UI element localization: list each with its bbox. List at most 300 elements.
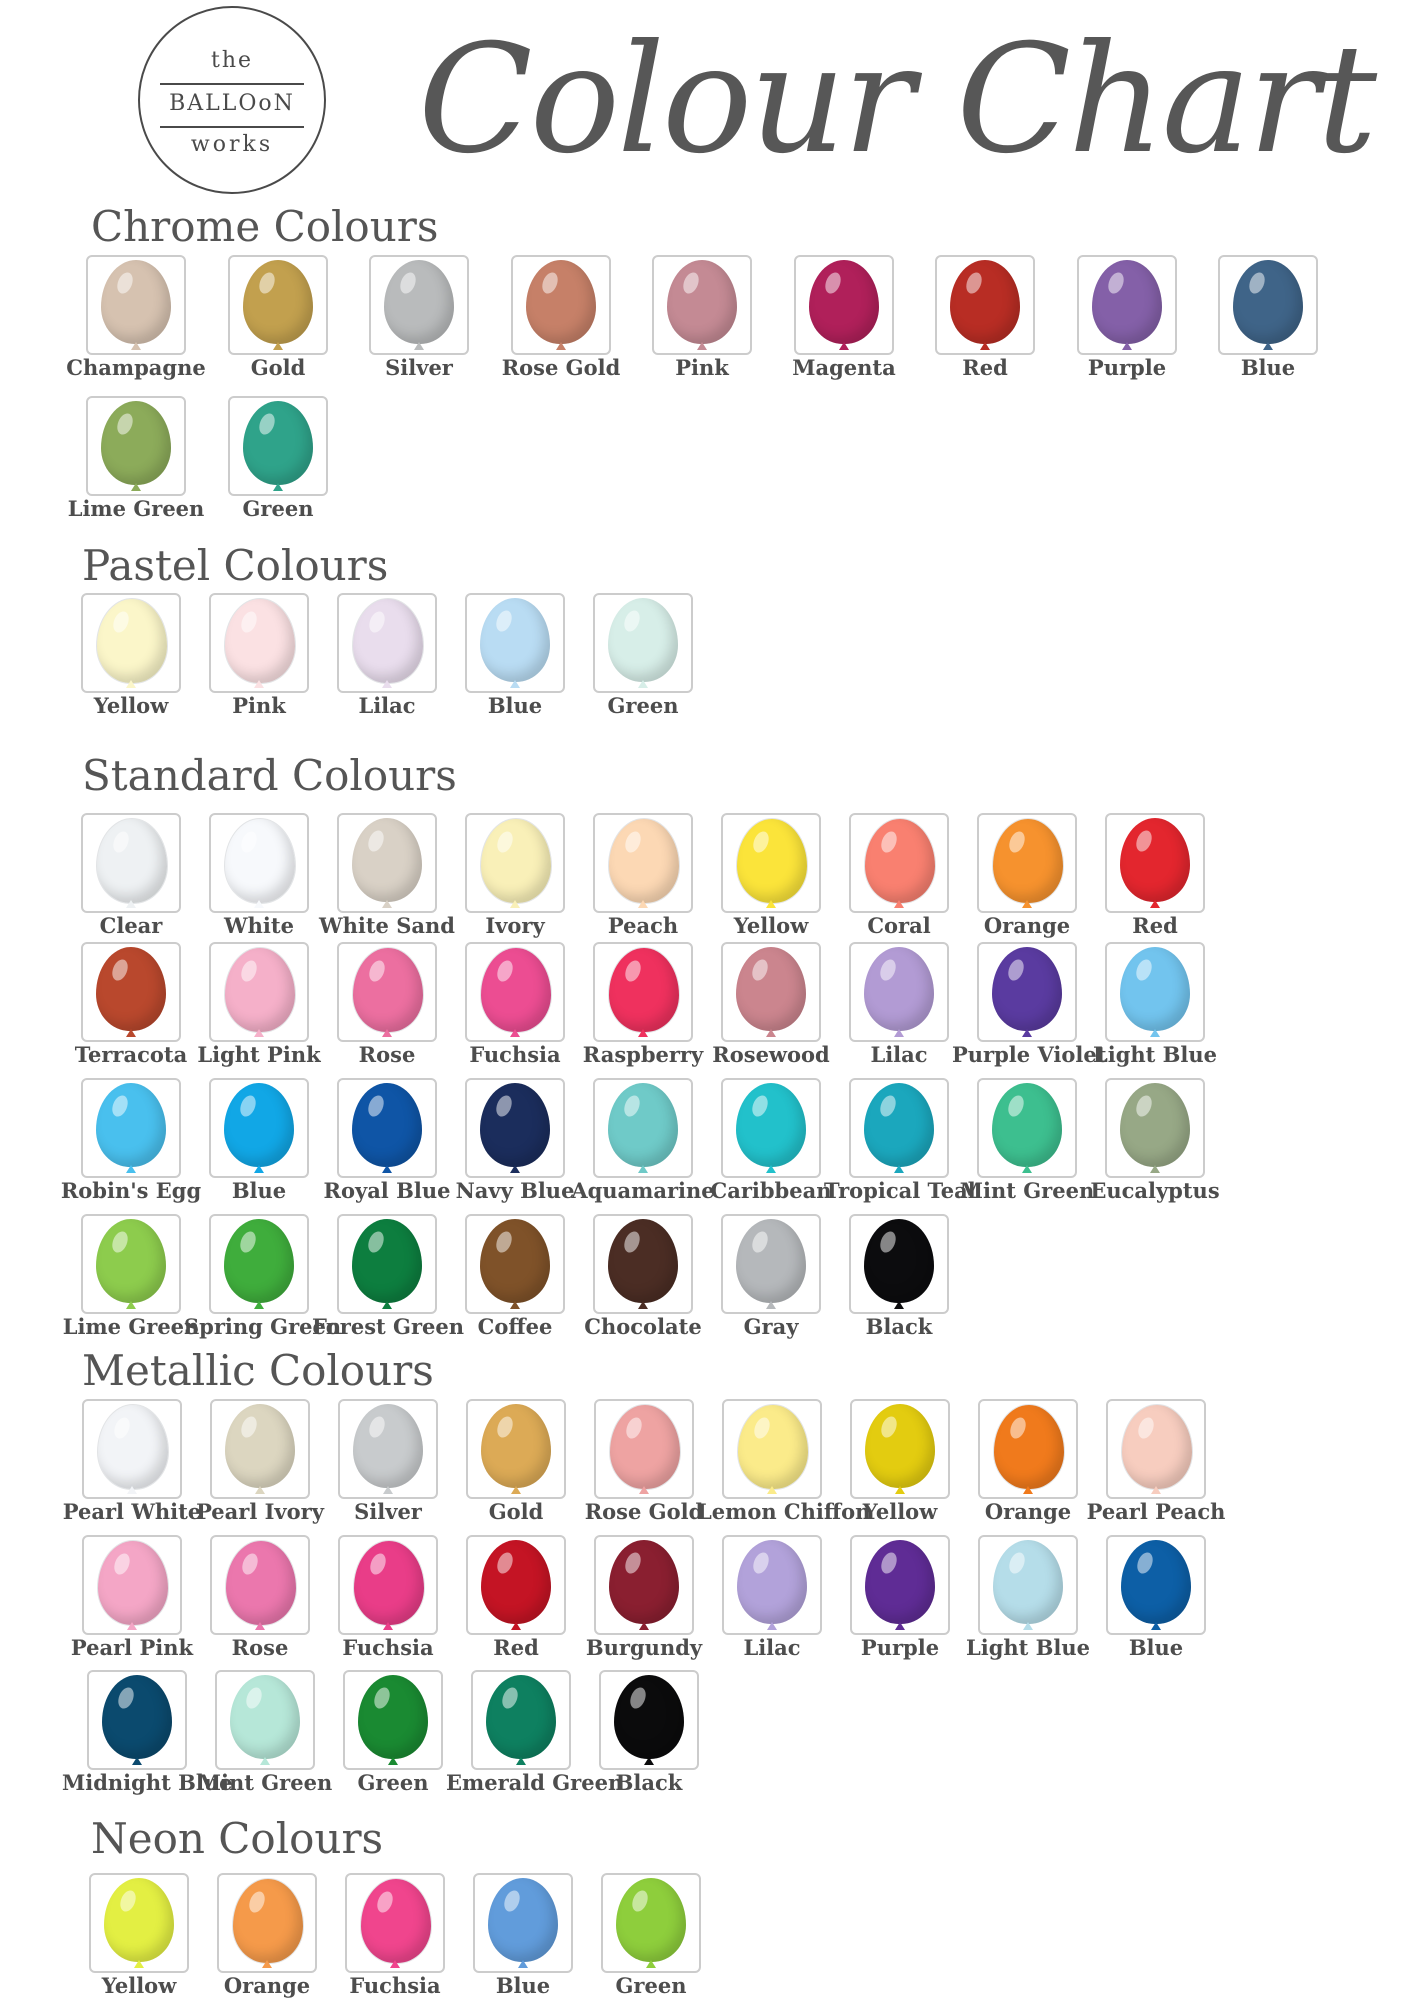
balloon-knot bbox=[382, 1029, 392, 1037]
balloon-icon bbox=[352, 947, 424, 1033]
balloon-knot bbox=[895, 1622, 905, 1630]
color-swatch bbox=[593, 1078, 693, 1178]
color-swatch bbox=[721, 813, 821, 913]
color-swatch bbox=[89, 1873, 189, 1973]
balloon-knot bbox=[1150, 900, 1160, 908]
balloon-icon bbox=[352, 1219, 422, 1303]
balloon-knot bbox=[766, 1165, 776, 1173]
balloon-knot bbox=[767, 1486, 777, 1494]
swatch-label: Pearl Peach bbox=[1086, 1499, 1226, 1524]
balloon-icon bbox=[736, 1083, 806, 1167]
swatch-label: Black bbox=[865, 1314, 933, 1339]
swatch-label: Midnight Blue bbox=[62, 1770, 233, 1795]
swatch-label: Navy Blue bbox=[455, 1178, 575, 1203]
color-swatch bbox=[86, 396, 186, 496]
balloon-icon bbox=[992, 947, 1062, 1031]
balloon-icon bbox=[243, 401, 313, 485]
color-swatch bbox=[209, 942, 309, 1042]
color-swatch bbox=[794, 255, 894, 355]
balloon-knot bbox=[1023, 1486, 1033, 1494]
balloon-icon bbox=[225, 1540, 297, 1626]
swatch-label: Lemon Chiffon bbox=[697, 1499, 871, 1524]
balloon-icon bbox=[1120, 947, 1190, 1031]
section-title-pastel: Pastel Colours bbox=[82, 541, 389, 590]
balloon-icon bbox=[608, 947, 680, 1033]
balloon-knot bbox=[639, 1622, 649, 1630]
balloon-knot bbox=[510, 1165, 520, 1173]
balloon-icon bbox=[225, 1404, 295, 1488]
balloon-icon bbox=[1121, 1540, 1191, 1624]
balloon-knot bbox=[638, 680, 648, 688]
color-swatch bbox=[849, 813, 949, 913]
balloon-knot bbox=[126, 1165, 136, 1173]
balloon-icon bbox=[232, 1878, 304, 1964]
balloon-knot bbox=[383, 1622, 393, 1630]
swatch-label: Purple bbox=[860, 1635, 940, 1660]
color-swatch bbox=[593, 593, 693, 693]
balloon-icon bbox=[480, 1083, 550, 1167]
balloon-knot bbox=[254, 1029, 264, 1037]
logo-divider bbox=[160, 83, 304, 85]
color-swatch bbox=[593, 942, 693, 1042]
balloon-knot bbox=[1150, 1029, 1160, 1037]
balloon-knot bbox=[126, 900, 136, 908]
balloon-knot bbox=[1263, 342, 1273, 350]
swatch-label: Clear bbox=[99, 913, 163, 938]
balloon-icon bbox=[96, 818, 168, 904]
logo-text-the: the bbox=[210, 48, 254, 73]
balloon-knot bbox=[516, 1757, 526, 1765]
balloon-icon bbox=[104, 1878, 174, 1962]
color-swatch bbox=[599, 1670, 699, 1770]
color-swatch bbox=[721, 1214, 821, 1314]
balloon-knot bbox=[510, 680, 520, 688]
balloon-icon bbox=[224, 818, 296, 904]
balloon-icon bbox=[864, 1083, 934, 1167]
balloon-knot bbox=[1151, 1486, 1161, 1494]
swatch-label: Royal Blue bbox=[323, 1178, 451, 1203]
balloon-knot bbox=[646, 1960, 656, 1968]
swatch-label: Fuchsia bbox=[469, 1042, 561, 1067]
color-swatch bbox=[465, 1078, 565, 1178]
balloon-icon bbox=[992, 1083, 1062, 1167]
balloon-icon bbox=[480, 598, 550, 682]
logo-text-works: works bbox=[190, 132, 274, 157]
balloon-icon bbox=[230, 1675, 300, 1759]
swatch-label: Black bbox=[615, 1770, 683, 1795]
color-swatch bbox=[209, 813, 309, 913]
balloon-icon bbox=[608, 598, 678, 682]
swatch-label: Blue bbox=[1128, 1635, 1184, 1660]
balloon-icon bbox=[97, 1404, 169, 1490]
balloon-knot bbox=[127, 1486, 137, 1494]
swatch-label: Chocolate bbox=[584, 1314, 702, 1339]
balloon-knot bbox=[839, 342, 849, 350]
color-swatch bbox=[369, 255, 469, 355]
color-swatch bbox=[337, 593, 437, 693]
balloon-knot bbox=[254, 900, 264, 908]
balloon-knot bbox=[1150, 1165, 1160, 1173]
swatch-label: Pearl Pink bbox=[70, 1635, 194, 1660]
swatch-label: Red bbox=[962, 355, 1008, 380]
swatch-label: Robin's Egg bbox=[60, 1178, 202, 1203]
swatch-label: Blue bbox=[231, 1178, 287, 1203]
color-swatch bbox=[978, 1535, 1078, 1635]
color-swatch bbox=[1105, 813, 1205, 913]
color-swatch bbox=[210, 1399, 310, 1499]
swatch-label: Green bbox=[607, 693, 679, 718]
balloon-icon bbox=[864, 947, 934, 1031]
color-swatch bbox=[81, 593, 181, 693]
swatch-label: White Sand bbox=[319, 913, 455, 938]
swatch-label: Rose Gold bbox=[501, 355, 621, 380]
swatch-label: Eucalyptus bbox=[1090, 1178, 1220, 1203]
page-title: Colour Chart bbox=[418, 13, 1375, 187]
color-swatch bbox=[977, 813, 1077, 913]
color-swatch bbox=[652, 255, 752, 355]
swatch-label: Ivory bbox=[485, 913, 545, 938]
balloon-icon bbox=[96, 1219, 166, 1303]
balloon-knot bbox=[1151, 1622, 1161, 1630]
balloon-icon bbox=[360, 1878, 432, 1964]
balloon-icon bbox=[352, 818, 422, 902]
balloon-knot bbox=[980, 342, 990, 350]
balloon-icon bbox=[96, 1083, 166, 1167]
swatch-label: Blue bbox=[1240, 355, 1296, 380]
balloon-knot bbox=[382, 1165, 392, 1173]
swatch-label: Lilac bbox=[870, 1042, 928, 1067]
balloon-knot bbox=[1023, 1622, 1033, 1630]
balloon-knot bbox=[510, 1029, 520, 1037]
balloon-knot bbox=[767, 1622, 777, 1630]
swatch-label: Lime Green bbox=[62, 1314, 200, 1339]
swatch-label: Spring Green bbox=[184, 1314, 342, 1339]
balloon-knot bbox=[639, 1486, 649, 1494]
swatch-label: Raspberry bbox=[582, 1042, 704, 1067]
color-swatch bbox=[850, 1399, 950, 1499]
balloon-knot bbox=[273, 342, 283, 350]
balloon-icon bbox=[488, 1878, 558, 1962]
swatch-label: Lilac bbox=[743, 1635, 801, 1660]
color-swatch bbox=[338, 1399, 438, 1499]
swatch-label: Green bbox=[615, 1973, 687, 1998]
swatch-label: Tropical Teal bbox=[824, 1178, 976, 1203]
balloon-icon bbox=[243, 260, 313, 344]
balloon-knot bbox=[131, 342, 141, 350]
balloon-icon bbox=[736, 947, 806, 1031]
balloon-icon bbox=[950, 260, 1020, 344]
balloon-knot bbox=[894, 1165, 904, 1173]
balloon-knot bbox=[1022, 900, 1032, 908]
balloon-knot bbox=[644, 1757, 654, 1765]
color-swatch bbox=[465, 942, 565, 1042]
color-swatch bbox=[466, 1535, 566, 1635]
balloon-icon bbox=[1121, 1404, 1193, 1490]
balloon-knot bbox=[510, 1301, 520, 1309]
balloon-knot bbox=[895, 1486, 905, 1494]
color-swatch bbox=[337, 1078, 437, 1178]
color-swatch bbox=[721, 1078, 821, 1178]
balloon-knot bbox=[255, 1622, 265, 1630]
balloon-icon bbox=[737, 1404, 809, 1490]
balloon-knot bbox=[638, 1301, 648, 1309]
color-swatch bbox=[471, 1670, 571, 1770]
color-swatch bbox=[1077, 255, 1177, 355]
swatch-label: Gray bbox=[743, 1314, 799, 1339]
section-title-standard: Standard Colours bbox=[82, 751, 457, 800]
swatch-label: Peach bbox=[607, 913, 679, 938]
swatch-label: Rose Gold bbox=[584, 1499, 704, 1524]
balloon-knot bbox=[255, 1486, 265, 1494]
balloon-icon bbox=[864, 1219, 934, 1303]
balloon-icon bbox=[486, 1675, 556, 1759]
balloon-knot bbox=[388, 1757, 398, 1765]
color-swatch bbox=[87, 1670, 187, 1770]
balloon-knot bbox=[126, 1029, 136, 1037]
swatch-label: Lime Green bbox=[67, 496, 205, 521]
color-swatch bbox=[473, 1873, 573, 1973]
balloon-icon bbox=[224, 1219, 294, 1303]
section-title-chrome: Chrome Colours bbox=[91, 202, 439, 251]
balloon-icon bbox=[352, 598, 424, 684]
balloon-knot bbox=[638, 1165, 648, 1173]
balloon-knot bbox=[390, 1960, 400, 1968]
balloon-icon bbox=[865, 1404, 935, 1488]
swatch-label: Red bbox=[1132, 913, 1178, 938]
balloon-knot bbox=[132, 1757, 142, 1765]
color-swatch bbox=[935, 255, 1035, 355]
color-swatch bbox=[82, 1535, 182, 1635]
logo-divider bbox=[160, 126, 304, 128]
swatch-label: Fuchsia bbox=[342, 1635, 434, 1660]
color-swatch bbox=[343, 1670, 443, 1770]
color-swatch bbox=[1218, 255, 1318, 355]
swatch-label: Rosewood bbox=[712, 1042, 830, 1067]
swatch-label: Orange bbox=[983, 913, 1071, 938]
color-swatch bbox=[337, 1214, 437, 1314]
swatch-label: Fuchsia bbox=[349, 1973, 441, 1998]
balloon-knot bbox=[254, 1165, 264, 1173]
swatch-label: Pink bbox=[675, 355, 729, 380]
swatch-label: Red bbox=[493, 1635, 539, 1660]
color-swatch bbox=[81, 942, 181, 1042]
color-swatch bbox=[228, 255, 328, 355]
balloon-icon bbox=[809, 260, 879, 344]
swatch-label: Light Blue bbox=[965, 1635, 1091, 1660]
swatch-label: Lilac bbox=[358, 693, 416, 718]
balloon-icon bbox=[1120, 1083, 1190, 1167]
color-swatch bbox=[722, 1535, 822, 1635]
color-swatch bbox=[465, 1214, 565, 1314]
color-swatch bbox=[81, 1078, 181, 1178]
swatch-label: Pearl White bbox=[62, 1499, 202, 1524]
balloon-knot bbox=[697, 342, 707, 350]
balloon-knot bbox=[556, 342, 566, 350]
swatch-label: Yellow bbox=[862, 1499, 938, 1524]
swatch-label: Yellow bbox=[733, 913, 809, 938]
balloon-knot bbox=[382, 1301, 392, 1309]
balloon-knot bbox=[638, 1029, 648, 1037]
swatch-label: Terracota bbox=[74, 1042, 188, 1067]
balloon-icon bbox=[224, 598, 296, 684]
swatch-label: Caribbean bbox=[710, 1178, 832, 1203]
balloon-icon bbox=[1092, 260, 1162, 344]
balloon-knot bbox=[638, 900, 648, 908]
color-swatch bbox=[210, 1535, 310, 1635]
balloon-icon bbox=[608, 818, 680, 904]
color-swatch bbox=[215, 1670, 315, 1770]
section-title-metallic: Metallic Colours bbox=[82, 1346, 434, 1395]
balloon-icon bbox=[736, 818, 808, 904]
balloon-icon bbox=[993, 1540, 1063, 1624]
color-swatch bbox=[721, 942, 821, 1042]
swatch-label: Gold bbox=[250, 355, 306, 380]
swatch-label: Light Blue bbox=[1092, 1042, 1218, 1067]
swatch-label: Burgundy bbox=[585, 1635, 703, 1660]
balloon-icon bbox=[97, 1540, 169, 1626]
balloon-icon bbox=[737, 1540, 807, 1624]
swatch-label: Mint Green bbox=[959, 1178, 1095, 1203]
swatch-label: Emerald Green bbox=[446, 1770, 624, 1795]
color-swatch bbox=[82, 1399, 182, 1499]
balloon-knot bbox=[382, 900, 392, 908]
color-swatch bbox=[1106, 1399, 1206, 1499]
color-swatch bbox=[850, 1535, 950, 1635]
swatch-label: Silver bbox=[385, 355, 453, 380]
balloon-knot bbox=[1022, 1165, 1032, 1173]
balloon-icon bbox=[480, 947, 552, 1033]
balloon-knot bbox=[511, 1622, 521, 1630]
color-swatch bbox=[337, 813, 437, 913]
color-swatch bbox=[228, 396, 328, 496]
color-swatch bbox=[337, 942, 437, 1042]
swatch-label: Pearl Ivory bbox=[196, 1499, 324, 1524]
color-swatch bbox=[593, 813, 693, 913]
swatch-label: Blue bbox=[487, 693, 543, 718]
balloon-knot bbox=[126, 1301, 136, 1309]
balloon-icon bbox=[358, 1675, 428, 1759]
balloon-icon bbox=[614, 1675, 684, 1759]
balloon-knot bbox=[766, 1029, 776, 1037]
balloon-icon bbox=[992, 818, 1064, 904]
balloon-icon bbox=[616, 1878, 686, 1962]
swatch-label: Coffee bbox=[477, 1314, 553, 1339]
swatch-label: Orange bbox=[223, 1973, 311, 1998]
swatch-label: Purple bbox=[1087, 355, 1167, 380]
color-swatch bbox=[345, 1873, 445, 1973]
color-swatch bbox=[1105, 1078, 1205, 1178]
balloon-icon bbox=[102, 1675, 172, 1759]
balloon-knot bbox=[273, 483, 283, 491]
balloon-knot bbox=[766, 1301, 776, 1309]
balloon-icon bbox=[224, 947, 296, 1033]
balloon-icon bbox=[864, 818, 936, 904]
color-swatch bbox=[86, 255, 186, 355]
balloon-icon bbox=[101, 401, 171, 485]
color-swatch bbox=[466, 1399, 566, 1499]
balloon-knot bbox=[766, 900, 776, 908]
color-swatch bbox=[1105, 942, 1205, 1042]
color-swatch bbox=[338, 1535, 438, 1635]
color-swatch bbox=[81, 1214, 181, 1314]
balloon-icon bbox=[384, 260, 454, 344]
balloon-icon bbox=[96, 947, 166, 1031]
balloon-icon bbox=[1120, 818, 1190, 902]
balloon-knot bbox=[518, 1960, 528, 1968]
balloon-knot bbox=[894, 1301, 904, 1309]
balloon-icon bbox=[480, 818, 552, 904]
balloon-knot bbox=[254, 680, 264, 688]
balloon-icon bbox=[1233, 260, 1303, 344]
color-swatch bbox=[1106, 1535, 1206, 1635]
color-swatch bbox=[81, 813, 181, 913]
color-swatch bbox=[722, 1399, 822, 1499]
swatch-label: Gold bbox=[488, 1499, 544, 1524]
balloon-icon bbox=[993, 1404, 1065, 1490]
color-swatch bbox=[465, 813, 565, 913]
swatch-label: Light Pink bbox=[197, 1042, 321, 1067]
color-swatch bbox=[209, 1078, 309, 1178]
swatch-label: Magenta bbox=[792, 355, 896, 380]
logo-text-name: BALLOoN bbox=[169, 91, 295, 116]
swatch-label: Mint Green bbox=[197, 1770, 333, 1795]
section-title-neon: Neon Colours bbox=[91, 1814, 384, 1863]
balloon-icon bbox=[526, 260, 596, 344]
swatch-label: White bbox=[224, 913, 294, 938]
balloon-icon bbox=[667, 260, 737, 344]
swatch-label: Forest Green bbox=[312, 1314, 465, 1339]
balloon-knot bbox=[260, 1757, 270, 1765]
swatch-label: Rose bbox=[231, 1635, 289, 1660]
color-swatch bbox=[849, 942, 949, 1042]
balloon-knot bbox=[510, 900, 520, 908]
balloon-knot bbox=[131, 483, 141, 491]
balloon-icon bbox=[101, 260, 171, 344]
swatch-label: Yellow bbox=[101, 1973, 177, 1998]
swatch-label: Purple Violet bbox=[952, 1042, 1107, 1067]
swatch-label: Blue bbox=[495, 1973, 551, 1998]
balloon-icon bbox=[609, 1404, 681, 1490]
color-swatch bbox=[511, 255, 611, 355]
balloon-knot bbox=[894, 1029, 904, 1037]
swatch-label: Orange bbox=[984, 1499, 1072, 1524]
balloon-icon bbox=[736, 1219, 806, 1303]
balloon-icon bbox=[609, 1540, 679, 1624]
balloon-icon bbox=[224, 1083, 294, 1167]
color-swatch bbox=[977, 1078, 1077, 1178]
swatch-label: Silver bbox=[354, 1499, 422, 1524]
swatch-label: Champagne bbox=[66, 355, 206, 380]
balloon-icon bbox=[481, 1540, 551, 1624]
color-swatch bbox=[849, 1214, 949, 1314]
swatch-label: Aquamarine bbox=[571, 1178, 715, 1203]
balloon-knot bbox=[134, 1960, 144, 1968]
balloon-knot bbox=[894, 900, 904, 908]
color-swatch bbox=[465, 593, 565, 693]
balloon-icon bbox=[480, 1219, 550, 1303]
balloon-icon bbox=[481, 1404, 551, 1488]
color-swatch bbox=[217, 1873, 317, 1973]
balloon-icon bbox=[353, 1404, 423, 1488]
balloon-icon bbox=[353, 1540, 425, 1626]
balloon-knot bbox=[126, 680, 136, 688]
balloon-icon bbox=[96, 598, 168, 684]
color-swatch bbox=[601, 1873, 701, 1973]
balloon-knot bbox=[127, 1622, 137, 1630]
balloon-knot bbox=[254, 1301, 264, 1309]
balloon-icon bbox=[865, 1540, 935, 1624]
color-swatch bbox=[978, 1399, 1078, 1499]
